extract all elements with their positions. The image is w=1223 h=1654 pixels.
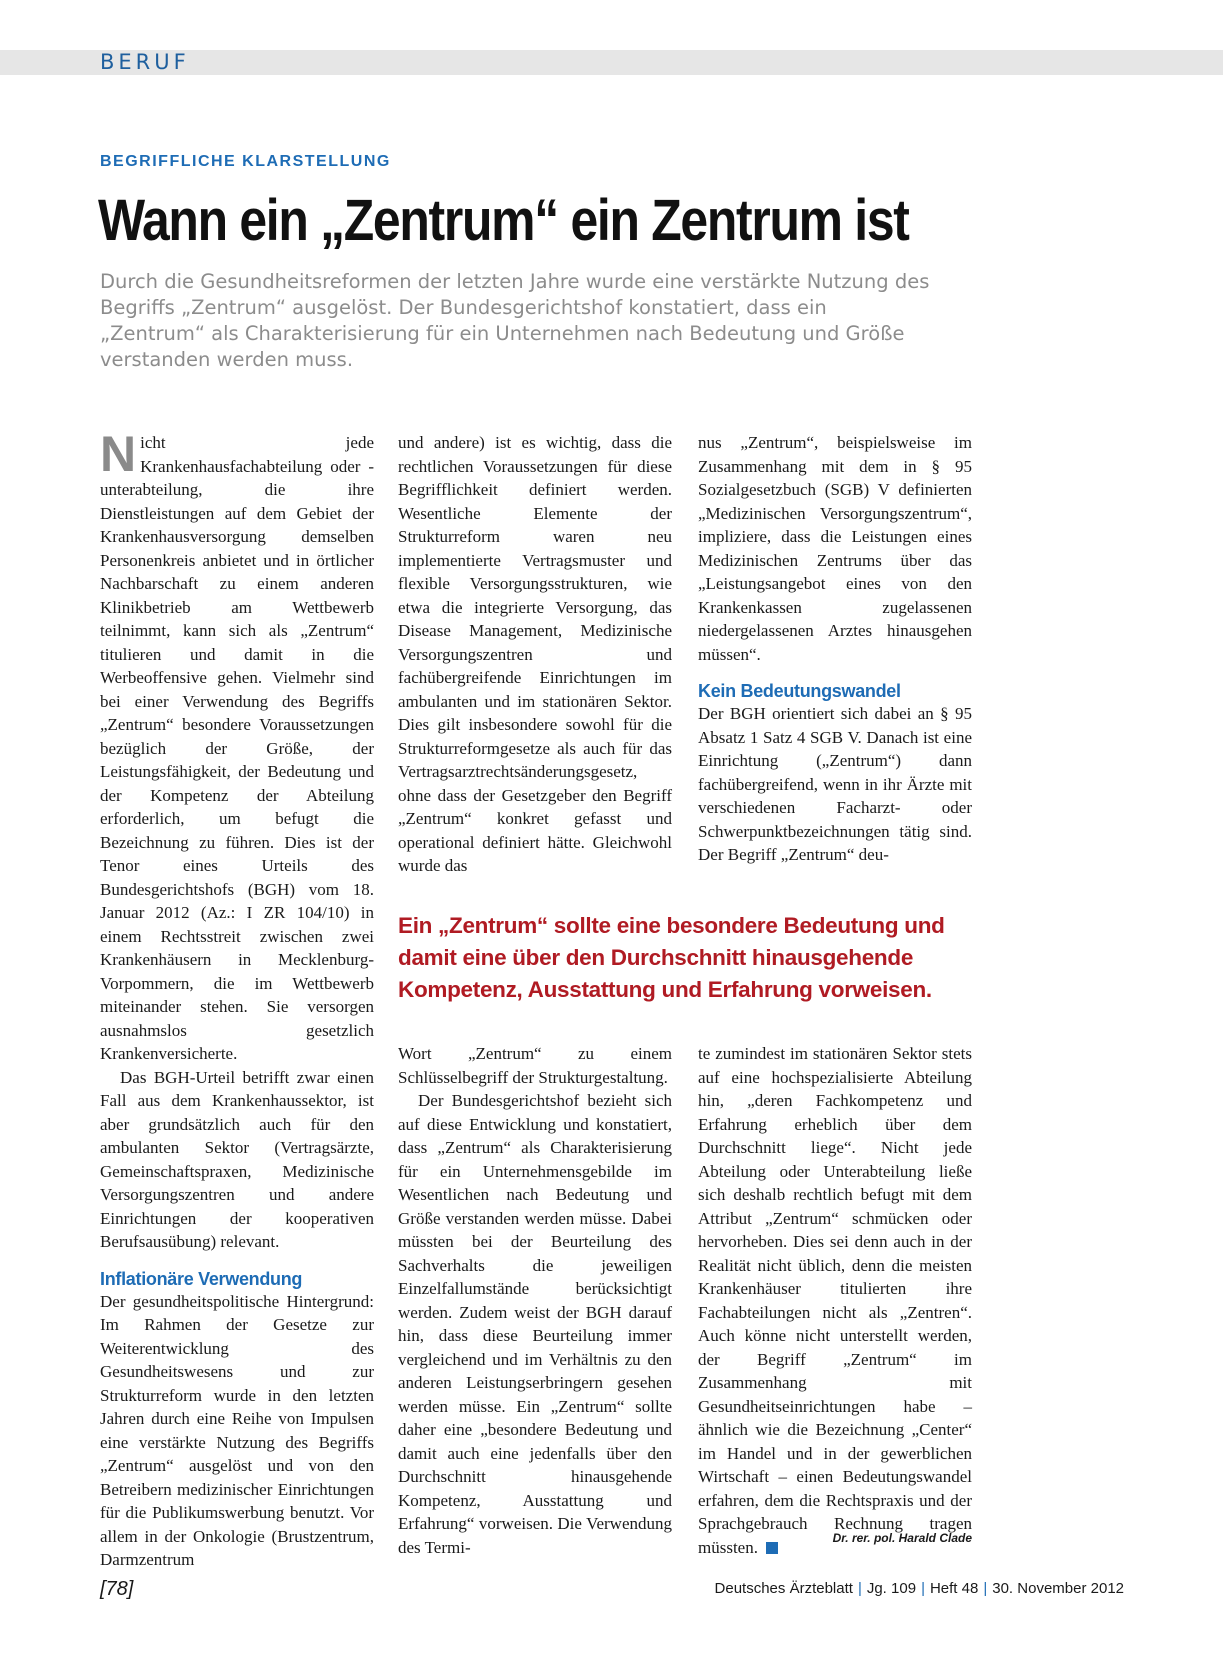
paragraph: Das BGH-Urteil betrifft zwar einen Fall aus dem Krankenhaussektor, ist aber grundsätzlich auch für den ambulanten Sektor (Vertragsärzte, Gemeinschaftspraxen, Medizinische Versorgungszentren und andere Einrichtungen der kooperativen Berufsausübung) relevant. — [100, 1067, 374, 1251]
article-column-2 — [398, 431, 672, 878]
article-column-2-continued — [398, 1042, 672, 1559]
article-column-1 — [100, 426, 374, 1572]
kicker: BEGRIFFLICHE KLARSTELLUNG — [100, 153, 391, 170]
paragraph — [100, 426, 374, 1066]
paragraph: nus „Zentrum“, beispielsweise im Zusammenhang mit dem in § 95 Sozialgesetzbuch (SGB) V definierten „Medizinischen Versorgungszentrum“, impliziere, dass die Leistungen eines Medizinischen Zentrums über das „Leistungsangebot eines von den Krankenkassen zugelassenen niedergelassenen Arztes hinausgehen müssen“. — [698, 433, 972, 664]
drop-cap: N — [100, 426, 137, 482]
paragraph: Der Bundesgerichtshof bezieht sich auf diese Entwicklung und konstatiert, dass „Zentrum“ als Charakterisierung für ein Unternehmensgebilde im Wesentlichen nach Bedeutung und Größe verstanden werden müsse. Dabei müssten bei der Beurteilung des Sachverhalts die jeweiligen Einzelfallumstände berücksichtigt werden. Zudem weist der BGH darauf hin, dass diese Beurteilung immer vergleichend und im Verhältnis zu den anderen Leistungserbringern gesehen werden müsse. Ein „Zentrum“ sollte daher eine „besondere Bedeutung und damit auch eine jedenfalls über den Durchschnitt hinausgehende Kompetenz, Ausstattung und Erfahrung“ vorweisen. Die Verwendung des Termi- — [398, 1091, 672, 1557]
lead-paragraph: Durch die Gesundheitsreformen der letzten Jahre wurde eine verstärkte Nutzung des Begriffs „Zentrum“ ausgelöst. Der Bundesgerichtshof konstatiert, dass ein „Zentrum“ als Charakterisierung für ein Unternehmen nach Bedeutung und Größe verstanden werden muss. — [100, 270, 930, 371]
paragraph: Der BGH orientiert sich dabei an § 95 Absatz 1 Satz 4 SGB V. Danach ist eine Einrichtung („Zentrum“) dann fachübergreifend, wenn in ihr Ärzte mit verschiedenen Facharzt- oder Schwerpunktbezeichnungen tätig sind. Der Begriff „Zentrum“ deu- — [698, 704, 972, 864]
issue: Heft 48 — [929, 1580, 979, 1597]
separator-icon: | — [983, 1580, 988, 1597]
pull-quote: Ein „Zentrum“ sollte eine besondere Bedeutung und damit eine über den Durchschnitt hinausgehende Kompetenz, Ausstattung und Erfahrung vorweisen. — [398, 913, 945, 1002]
article-column-3-continued — [698, 1042, 972, 1559]
author-byline: Dr. rer. pol. Harald Clade — [832, 1531, 972, 1545]
paragraph-text: te zumindest im stationären Sektor stets auf eine hochspezialisierte Abteilung hin, „deren Fachkompetenz und Erfahrung erheblich über dem Durchschnitt liege“. Nicht jede Abteilung oder Unterabteilung ließe sich deshalb rechtlich befugt mit dem Attribut „Zentrum“ schmücken oder hervorheben. Dies sei denn auch in der Realität nicht üblich, denn die meisten Krankenhäuser titulierten ihre Fachabteilungen nicht als „Zentren“. Auch könne nicht unterstellt werden, der Begriff „Zentrum“ im Zusammenhang mit Gesundheitseinrichtungen habe – ähnlich wie die Bezeichnung „Center“ im Handel und in der gewerblichen Wirtschaft – einen Bedeutungswandel erfahren, dem die Rechtspraxis und der Sprachgebrauch Rechnung tragen müssten. — [698, 1044, 972, 1557]
headline: Wann ein „Zentrum“ ein Zentrum ist — [98, 188, 909, 253]
issue-date: 30. November 2012 — [992, 1580, 1124, 1597]
subheading: Inflationäre Verwendung — [100, 1268, 303, 1289]
article-column-3 — [698, 431, 972, 867]
publication-name: Deutsches Ärzteblatt — [714, 1580, 853, 1597]
page-number: [78] — [100, 1578, 134, 1600]
separator-icon: | — [921, 1580, 925, 1597]
section-label: BERUF — [100, 50, 190, 74]
subheading: Kein Bedeutungswandel — [698, 681, 901, 701]
volume: Jg. 109 — [866, 1580, 917, 1597]
footer-citation — [715, 1580, 1124, 1597]
paragraph-text: icht jede Krankenhausfachabteilung oder -unterabteilung, die ihre Dienstleistungen auf dem Gebiet der Krankenhausversorgung demselben Personenkreis anbietet und in örtlicher Nachbarschaft zu einem anderen Klinikbetrieb am Wettbewerb teilnimmt, kann sich als „Zentrum“ titulieren und damit in die Werbeoffensive gehen. Vielmehr sind bei einer Verwendung des Begriffs „Zentrum“ besondere Voraussetzungen bezüglich der Größe, der Leistungsfähigkeit, der Bedeutung und der Kompetenz der Abteilung erforderlich, um befugt die Bezeichnung zu führen. Dies ist der Tenor eines Urteils des Bundesgerichtshofs (BGH) vom 18. Januar 2012 (Az.: I ZR 104/10) in einem Rechtsstreit zwischen zwei Krankenhäusern in Mecklenburg-Vorpommern, die im Wettbewerb miteinander stehen. Sie versorgen ausnahmslos gesetzlich Krankenversicherte. — [100, 433, 374, 1063]
paragraph — [698, 1042, 972, 1559]
separator-icon: | — [857, 1580, 862, 1597]
paragraph: Wort „Zentrum“ zu einem Schlüsselbegriff der Strukturgestaltung. — [398, 1044, 672, 1087]
paragraph: Der gesundheitspolitische Hintergrund: Im Rahmen der Gesetze zur Weiterentwicklung des Gesundheitswesens und zur Strukturreform wurde in den letzten Jahren durch eine Reihe von Impulsen eine verstärkte Nutzung des Begriffs „Zentrum“ ausgelöst und von den Betreibern medizinischer Einrichtungen für die Publikumswerbung benutzt. Vor allem in der Onkologie (Brustzentrum, Darmzentrum — [100, 1291, 374, 1569]
paragraph: und andere) ist es wichtig, dass die rechtlichen Voraussetzungen für diese Begrifflichkeit definiert werden. Wesentliche Elemente der Strukturreform waren neu implementierte Vertragsmuster und flexible Versorgungsstrukturen, wie etwa die integrierte Versorgung, das Disease Management, Medizinische Versorgungszentren und fachübergreifende Einrichtungen im ambulanten und im stationären Sektor. Dies gilt insbesondere sowohl für die Strukturreformgesetze als auch für das Vertragsarztrechtsänderungsgesetz, ohne dass der Gesetzgeber den Begriff „Zentrum“ konkret gefasst und operational definiert hätte. Gleichwohl wurde das — [398, 433, 672, 875]
